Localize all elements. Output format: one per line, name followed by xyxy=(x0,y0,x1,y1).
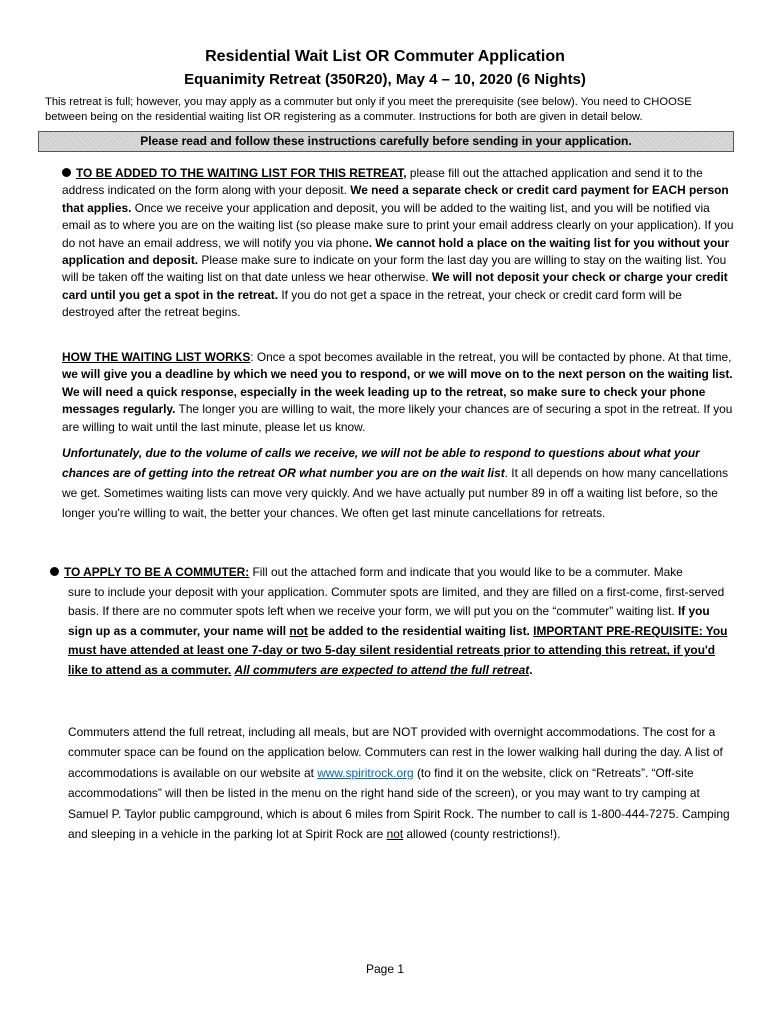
commuter-text-2: sure to include your deposit with your application. Commuter spots are limited, and they are filled on a first-come, first-served basis. If there are no commuter spots left when we receive your form, we will put you on the “commuter” waiting list. xyxy=(68,584,725,619)
page-title: Residential Wait List OR Commuter Application xyxy=(205,48,565,65)
how-note-text: . It all depends on how many cancellations we get. Sometimes waiting lists can move very quickly. And we have actually put number 89 in off a waiting list before, so the longer you're willing to wait, the better your chances. We often get last minute cancellations for retreats. xyxy=(62,466,729,520)
waitlist-section xyxy=(62,165,734,322)
website-link[interactable]: www.spiritrock.org xyxy=(317,765,414,780)
how-section xyxy=(62,349,734,436)
how-bold-1: we will give you a deadline by which we need you to respond, or we will move on to the next person on the waiting list. We will need a quick response, especially in the week leading up to the retreat, so make sure to check your phone messages regularly. xyxy=(62,367,733,417)
waitlist-text-2: Once we receive your application and deposit, you will be added to the waiting list, and you will be notified via email as to where you are on the waiting list (so please make sure to print your email address clearly on your application). If you do not have an email address, we will notify you via phone xyxy=(62,200,734,250)
commuter-bold-2: be added to the residential waiting list. xyxy=(307,623,530,638)
waitlist-bold-2: . We cannot hold a place on the waiting list for you without your application and deposit. xyxy=(62,235,730,268)
bullet-icon xyxy=(50,567,59,576)
waitlist-text-3: Please make sure to indicate on your form the last day you are willing to stay on the waiting list. You will be taken off the waiting list on that date unless we hear otherwise. xyxy=(62,253,727,285)
commuter-info xyxy=(68,722,734,844)
how-text-1: : Once a spot becomes available in the retreat, you will be contacted by phone. At that time, xyxy=(250,350,732,364)
commuter-section xyxy=(50,563,734,681)
commuter-info-text-2: (to find it on the website, click on “Retreats”. “Off-site accommodations” will then be listed in the menu on the right hand side of the screen), or you may want to try camping at Samuel P. Taylor public campground, which is about 6 miles from Spirit Rock. The number to call is 1-800-444-7275. Camping and sleeping in a vehicle in the parking lot at Spirit Rock are xyxy=(68,765,730,842)
commuter-text-1: Fill out the attached form and indicate that you would like to be a commuter. Make xyxy=(249,565,683,579)
bullet-icon xyxy=(62,168,71,177)
commuter-heading: TO APPLY TO BE A COMMUTER: xyxy=(64,565,250,579)
instructions-banner: Please read and follow these instructions carefully before sending in your application. xyxy=(38,131,734,152)
retreat-subtitle: Equanimity Retreat (350R20), May 4 – 10, 2020 (6 Nights) xyxy=(184,71,586,88)
waitlist-text-1: please fill out the attached application and send it to the address indicated on the form along with your deposit. xyxy=(62,166,703,198)
how-note xyxy=(62,443,734,523)
intro-paragraph: This retreat is full; however, you may apply as a commuter but only if you meet the prerequisite (see below). You need to CHOOSE between being on the residential waiting list OR registering as a commuter. Instructions for both are given in detail below. xyxy=(45,96,692,123)
commuter-body xyxy=(50,583,734,681)
commuter-info-text-1: Commuters attend the full retreat, including all meals, but are NOT provided with overnight accommodations. The cost for a commuter space can be found on the application below. Commuters can rest in the lower walking hall during the day. A list of accommodations is available on our website at xyxy=(68,725,723,780)
page-number: Page 1 xyxy=(365,962,405,976)
commuter-end: . xyxy=(529,662,533,677)
waitlist-bold-1: We need a separate check or credit card payment for EACH person that applies. xyxy=(62,183,729,215)
commuter-not: not xyxy=(289,623,308,638)
how-note-emphasis: Unfortunately, due to the volume of calls we receive, we will not be able to respond to questions about what your chances are of getting into the retreat OR what number you are on the wait list xyxy=(62,446,700,480)
waitlist-bold-3: We will not deposit your check or charge your credit card until you get a spot in the retreat. xyxy=(62,270,728,302)
how-heading: HOW THE WAITING LIST WORKS xyxy=(62,350,251,364)
prerequisite-notice: IMPORTANT PRE-REQUISITE: You must have attended at least one 7-day or two 5-day silent residential retreats prior to attending this retreat, if you'd like to attend as a commuter. xyxy=(68,623,728,677)
full-retreat-notice: All commuters are expected to attend the full retreat xyxy=(234,662,530,677)
commuter-info-text-3: allowed (county restrictions!). xyxy=(403,827,561,842)
not-allowed: not xyxy=(386,827,404,842)
waitlist-text-4: If you do not get a space in the retreat, your check or credit card form will be destroyed after the retreat begins. xyxy=(62,287,682,320)
how-text-2: The longer you are willing to wait, the more likely your chances are of securing a spot in the retreat. If you are willing to wait until the last minute, please let us know. xyxy=(62,402,733,434)
commuter-bold-1: If you sign up as a commuter, your name will xyxy=(68,604,710,638)
waitlist-heading: TO BE ADDED TO THE WAITING LIST FOR THIS RETREAT, xyxy=(76,166,407,180)
